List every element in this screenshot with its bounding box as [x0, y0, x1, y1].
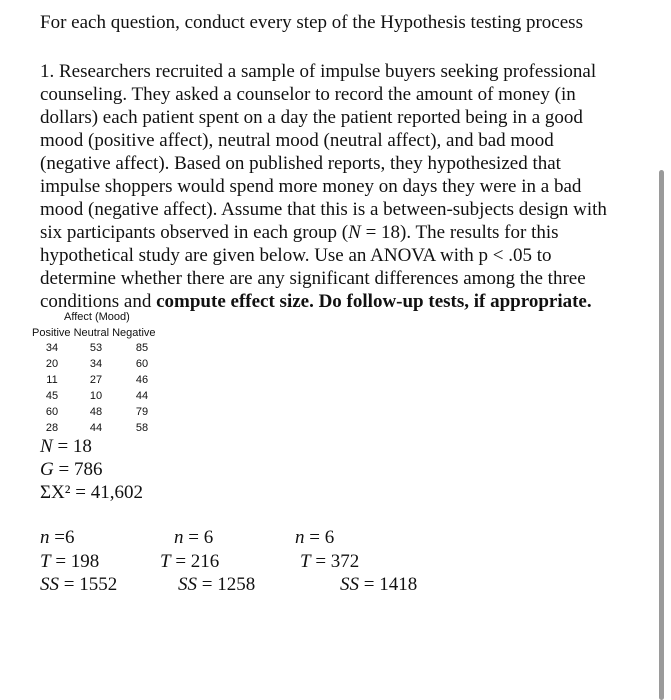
problem-line: counseling. They asked a counselor to record the amount of money (in	[40, 84, 576, 105]
grand-total-value: = 786	[53, 459, 103, 480]
problem-line: hypothetical study are given below. Use an ANOVA with p < .05 to	[40, 245, 552, 266]
table-row	[32, 342, 172, 358]
table-cell: 58	[135, 422, 149, 434]
table-cell: 46	[135, 374, 149, 386]
table-cell: 53	[89, 342, 103, 354]
problem-line-text: = 18). The results for this	[360, 222, 559, 243]
table-cell: 44	[89, 422, 103, 434]
table-cell: 45	[45, 390, 59, 402]
table-row	[32, 390, 172, 406]
sample-size-symbol: N	[348, 222, 361, 243]
table-cell: 48	[89, 406, 103, 418]
problem-line: impulse shoppers would spend more money on days they were in a bad	[40, 176, 582, 197]
t-value: = 372	[310, 551, 360, 572]
table-cell: 34	[89, 358, 103, 370]
t-symbol: T	[300, 551, 311, 572]
problem-line-text: six participants observed in each group (	[40, 222, 349, 243]
group-neutral-n	[174, 527, 213, 549]
instructions-heading: For each question, conduct every step of the Hypothesis testing process	[40, 12, 583, 33]
ss-value: = 1552	[59, 574, 118, 595]
t-symbol: T	[40, 551, 51, 572]
ss-symbol: SS	[340, 574, 359, 595]
problem-line: 1. Researchers recruited a sample of impulse buyers seeking professional	[40, 61, 597, 82]
group-neutral-total	[160, 551, 219, 573]
problem-line-text: conditions and	[40, 291, 157, 312]
table-cell: 44	[135, 390, 149, 402]
table-row	[32, 374, 172, 390]
n-symbol: n	[295, 527, 305, 548]
n-value: = 6	[183, 527, 214, 548]
group-positive-ss	[40, 574, 117, 596]
problem-line: (negative affect). Based on published reports, they hypothesized that	[40, 153, 561, 174]
group-negative-n	[295, 527, 334, 549]
ss-symbol: SS	[40, 574, 59, 595]
table-cell: 60	[135, 358, 149, 370]
table-row	[32, 406, 172, 422]
table-cell: 34	[45, 342, 59, 354]
table-cell: 79	[135, 406, 149, 418]
group-positive-total	[40, 551, 99, 573]
problem-line: dollars) each patient spent on a day the patient reported being in a good	[40, 107, 583, 128]
table-cell: 85	[135, 342, 149, 354]
t-value: = 198	[50, 551, 100, 572]
ss-value: = 1418	[359, 574, 418, 595]
problem-text	[40, 60, 640, 313]
table-row	[32, 358, 172, 374]
table-header: Positive Neutral Negative	[32, 327, 156, 339]
n-symbol: n	[40, 527, 50, 548]
table-cell: 20	[45, 358, 59, 370]
grand-total	[40, 459, 102, 481]
problem-line	[40, 290, 640, 313]
table-title: Affect (Mood)	[64, 311, 130, 323]
ss-value: = 1258	[197, 574, 256, 595]
vertical-scrollbar[interactable]	[659, 170, 664, 700]
n-symbol: n	[174, 527, 184, 548]
grand-total-symbol: G	[40, 459, 54, 480]
table-cell: 28	[45, 422, 59, 434]
total-n-value: = 18	[52, 436, 92, 457]
sum-of-squares-total: ΣX² = 41,602	[40, 482, 143, 503]
problem-line	[40, 221, 640, 244]
problem-line: mood (negative affect). Assume that this is a between-subjects design with	[40, 199, 607, 220]
table-cell: 27	[89, 374, 103, 386]
problem-line: mood (positive affect), neutral mood (neutral affect), and bad mood	[40, 130, 554, 151]
n-value: = 6	[304, 527, 335, 548]
table-cell: 10	[89, 390, 103, 402]
data-table	[32, 342, 172, 438]
t-value: = 216	[170, 551, 220, 572]
n-value: =6	[49, 527, 75, 548]
t-symbol: T	[160, 551, 171, 572]
group-neutral-ss	[178, 574, 255, 596]
table-cell: 60	[45, 406, 59, 418]
total-n	[40, 436, 92, 458]
group-negative-ss	[340, 574, 417, 596]
table-cell: 11	[46, 374, 58, 386]
total-n-symbol: N	[40, 436, 53, 457]
group-positive-n	[40, 527, 74, 549]
ss-symbol: SS	[178, 574, 197, 595]
bold-instruction: compute effect size. Do follow-up tests, if appropriate.	[156, 291, 592, 312]
problem-line: determine whether there are any significant differences among the three	[40, 268, 586, 289]
group-negative-total	[300, 551, 359, 573]
